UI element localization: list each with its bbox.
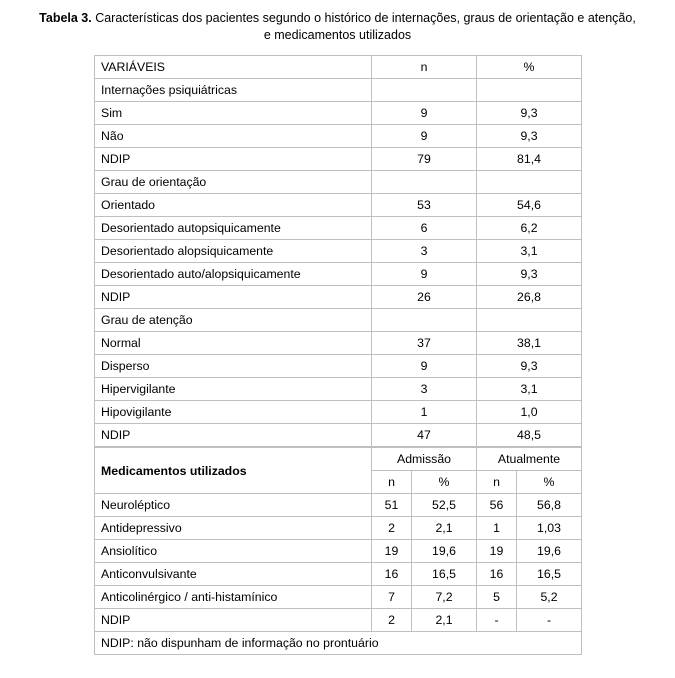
- table-row: [95, 217, 582, 240]
- table-row: [95, 332, 582, 355]
- row-n-current: 56: [477, 494, 517, 517]
- row-n: 47: [372, 424, 477, 447]
- row-n-current: 19: [477, 540, 517, 563]
- row-percent: 81,4: [477, 148, 582, 171]
- table-row: [95, 355, 582, 378]
- section-title-row: [95, 171, 582, 194]
- table-row: [95, 148, 582, 171]
- row-label: Hipovigilante: [95, 401, 372, 424]
- row-n-admission: 7: [372, 586, 412, 609]
- row-n: 37: [372, 332, 477, 355]
- footnote-row: [95, 632, 582, 655]
- row-percent: 3,1: [477, 378, 582, 401]
- row-label: Anticonvulsivante: [95, 563, 372, 586]
- row-percent-admission: 16,5: [412, 563, 477, 586]
- row-percent: 38,1: [477, 332, 582, 355]
- subheader-n-current: n: [477, 471, 517, 494]
- row-n: 3: [372, 240, 477, 263]
- table-footnote: NDIP: não dispunham de informação no prontuário: [95, 632, 582, 655]
- section-blank-n: [372, 79, 477, 102]
- medication-table: [94, 447, 582, 655]
- section-blank-n: [372, 309, 477, 332]
- subheader-percent-admission: %: [412, 471, 477, 494]
- row-n: 6: [372, 217, 477, 240]
- row-percent: 3,1: [477, 240, 582, 263]
- row-percent: 26,8: [477, 286, 582, 309]
- row-n-admission: 16: [372, 563, 412, 586]
- row-percent: 9,3: [477, 102, 582, 125]
- row-percent-current: 56,8: [517, 494, 582, 517]
- row-n-current: 5: [477, 586, 517, 609]
- row-n: 9: [372, 102, 477, 125]
- section-title-atencao: Grau de atenção: [95, 309, 372, 332]
- subheader-percent-current: %: [517, 471, 582, 494]
- group-header-current: Atualmente: [477, 448, 582, 471]
- table-row: [95, 563, 582, 586]
- section-title-row: [95, 309, 582, 332]
- row-percent-current: 16,5: [517, 563, 582, 586]
- row-percent: 9,3: [477, 125, 582, 148]
- row-n-admission: 2: [372, 517, 412, 540]
- row-label: Disperso: [95, 355, 372, 378]
- header-percent: %: [477, 56, 582, 79]
- row-label: Antidepressivo: [95, 517, 372, 540]
- table-container: [94, 55, 581, 655]
- medication-group-header-row: [95, 448, 582, 471]
- section-title-orientacao: Grau de orientação: [95, 171, 372, 194]
- row-percent-current: 5,2: [517, 586, 582, 609]
- row-n-admission: 19: [372, 540, 412, 563]
- table-row: [95, 540, 582, 563]
- table-row: [95, 263, 582, 286]
- row-label: Anticolinérgico / anti-histamínico: [95, 586, 372, 609]
- row-n: 79: [372, 148, 477, 171]
- caption-text: Características dos pacientes segundo o histórico de internações, graus de orientação e atenção, e medicamentos utilizados: [91, 11, 636, 42]
- row-label: NDIP: [95, 286, 372, 309]
- table-row: [95, 424, 582, 447]
- header-n: n: [372, 56, 477, 79]
- row-label: Desorientado alopsiquicamente: [95, 240, 372, 263]
- row-percent: 1,0: [477, 401, 582, 424]
- row-label: Não: [95, 125, 372, 148]
- row-percent: 6,2: [477, 217, 582, 240]
- section-blank-p: [477, 309, 582, 332]
- section-blank-p: [477, 171, 582, 194]
- section-blank-p: [477, 79, 582, 102]
- table-row: [95, 286, 582, 309]
- row-n: 1: [372, 401, 477, 424]
- row-n: 26: [372, 286, 477, 309]
- row-n-admission: 51: [372, 494, 412, 517]
- section-title-internacoes: Internações psiquiátricas: [95, 79, 372, 102]
- table-row: [95, 494, 582, 517]
- row-label: NDIP: [95, 148, 372, 171]
- row-label: Desorientado autopsiquicamente: [95, 217, 372, 240]
- row-percent-admission: 52,5: [412, 494, 477, 517]
- row-n: 9: [372, 263, 477, 286]
- row-n-admission: 2: [372, 609, 412, 632]
- row-percent-current: 19,6: [517, 540, 582, 563]
- table-row: [95, 517, 582, 540]
- row-percent: 48,5: [477, 424, 582, 447]
- row-n-current: 16: [477, 563, 517, 586]
- row-label: Ansiolítico: [95, 540, 372, 563]
- row-percent-admission: 2,1: [412, 609, 477, 632]
- table-row: [95, 609, 582, 632]
- row-label: Hipervigilante: [95, 378, 372, 401]
- table-row: [95, 401, 582, 424]
- medication-title: Medicamentos utilizados: [95, 448, 372, 494]
- row-n: 3: [372, 378, 477, 401]
- table-caption: [0, 0, 675, 43]
- row-n: 9: [372, 355, 477, 378]
- table-row: [95, 586, 582, 609]
- characteristics-table: [94, 55, 582, 447]
- row-label: Sim: [95, 102, 372, 125]
- table-row: [95, 378, 582, 401]
- row-label: NDIP: [95, 609, 372, 632]
- table-row: [95, 194, 582, 217]
- row-n-current: -: [477, 609, 517, 632]
- row-label: Normal: [95, 332, 372, 355]
- row-n: 53: [372, 194, 477, 217]
- table-row: [95, 240, 582, 263]
- header-variables: VARIÁVEIS: [95, 56, 372, 79]
- row-n: 9: [372, 125, 477, 148]
- table-row: [95, 102, 582, 125]
- row-percent-admission: 19,6: [412, 540, 477, 563]
- row-percent-current: 1,03: [517, 517, 582, 540]
- row-percent-current: -: [517, 609, 582, 632]
- row-percent: 54,6: [477, 194, 582, 217]
- row-label: Neuroléptico: [95, 494, 372, 517]
- row-percent-admission: 2,1: [412, 517, 477, 540]
- row-n-current: 1: [477, 517, 517, 540]
- table-header-row: [95, 56, 582, 79]
- row-label: Orientado: [95, 194, 372, 217]
- row-percent-admission: 7,2: [412, 586, 477, 609]
- row-percent: 9,3: [477, 355, 582, 378]
- caption-label: Tabela 3.: [39, 11, 92, 25]
- table-row: [95, 125, 582, 148]
- section-title-row: [95, 79, 582, 102]
- row-label: Desorientado auto/alopsiquicamente: [95, 263, 372, 286]
- group-header-admission: Admissão: [372, 448, 477, 471]
- section-blank-n: [372, 171, 477, 194]
- row-label: NDIP: [95, 424, 372, 447]
- row-percent: 9,3: [477, 263, 582, 286]
- subheader-n-admission: n: [372, 471, 412, 494]
